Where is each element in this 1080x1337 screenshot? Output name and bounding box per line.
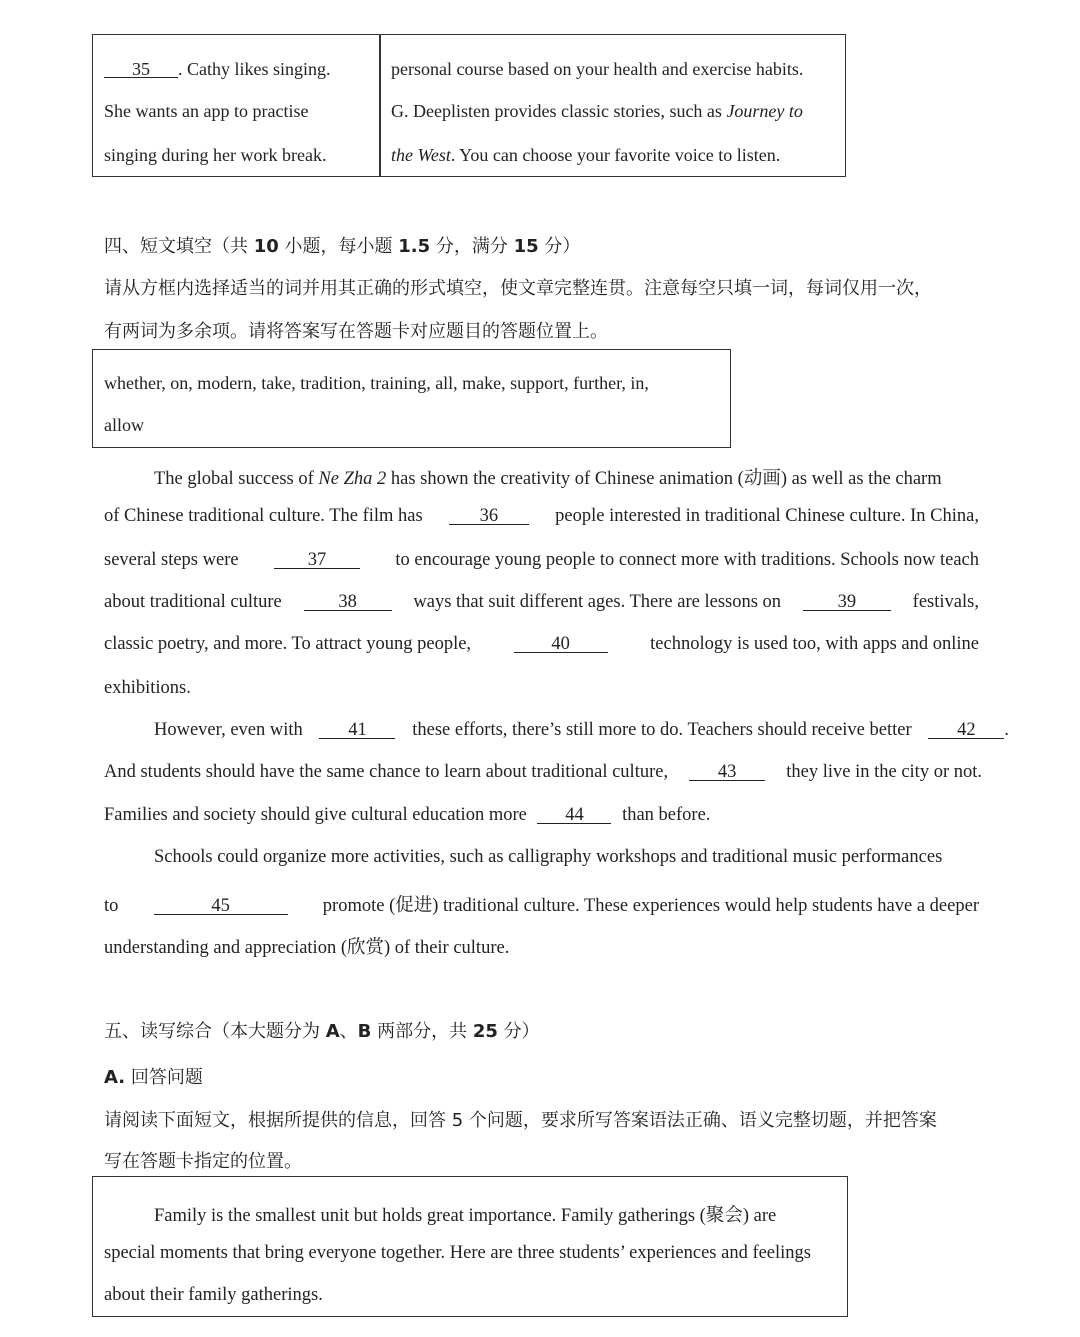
passage-line-10: Schools could organize more activities, such as calligraphy workshops and traditional music performances	[154, 847, 943, 867]
reading-box-line3: about their family gatherings.	[104, 1285, 323, 1305]
passage-line-3: several steps were 37 to encourage young people to connect more with traditions. Schools now teach	[104, 550, 979, 570]
table-left-line3: singing during her work break.	[104, 145, 327, 165]
reading-box-line2: special moments that bring everyone together. Here are three students’ experiences and feelings	[104, 1243, 812, 1263]
passage-line-8: And students should have the same chance to learn about traditional culture, 43 they live in the city or not.	[104, 762, 982, 782]
reading-box-line1: Family is the smallest unit but holds great importance. Family gatherings (聚会) are	[154, 1206, 777, 1226]
blank-36: 36	[449, 508, 529, 525]
table-right-line3	[391, 145, 780, 165]
film-title: Ne Zha 2	[318, 469, 387, 489]
blank-35: 35	[104, 61, 178, 78]
passage-line-1: The global success of Ne Zha 2 has shown the creativity of Chinese animation (动画) as well as the charm	[154, 469, 942, 489]
passage-line-9: Families and society should give cultural education more 44 than before.	[104, 805, 711, 825]
passage-line-11: to 45 promote (促进) traditional culture. These experiences would help students have a deeper	[104, 896, 979, 916]
passage-line-2: of Chinese traditional culture. The film has 36 people interested in traditional Chinese culture. In China,	[104, 506, 979, 526]
table-divider	[379, 35, 381, 176]
section4-instruction-1: 请从方框内选择适当的词并用其正确的形式填空，使文章完整连贯。注意每空只填一词，每词仅用一次，	[104, 278, 932, 299]
section4-instruction-2: 有两词为多余项。请将答案写在答题卡对应题目的答题位置上。	[104, 321, 608, 342]
blank-37: 37	[274, 552, 360, 569]
blank-41: 41	[319, 722, 395, 739]
blank-43: 43	[689, 764, 765, 781]
word-box	[92, 349, 731, 448]
table-right-text2: G. Deeplisten provides classic stories, such as	[391, 101, 727, 121]
table-right-line2	[391, 101, 803, 121]
table-left-text1: . Cathy likes singing.	[178, 59, 331, 79]
blank-40: 40	[514, 636, 608, 653]
table-right-text3: . You can choose your favorite voice to listen.	[450, 145, 781, 165]
journey-title-end: the West	[391, 145, 451, 165]
blank-39: 39	[803, 594, 891, 611]
passage-line-6: exhibitions.	[104, 678, 191, 698]
blank-44: 44	[537, 807, 611, 824]
blank-45: 45	[154, 898, 288, 915]
word-box-line2: allow	[104, 415, 144, 435]
blank-42: 42	[928, 722, 1004, 739]
section4-heading: 四、短文填空（共 10 小题，每小题 1.5 分，满分 15 分）	[104, 236, 581, 257]
passage-line-7: However, even with 41 these efforts, there’s still more to do. Teachers should receive better 42 .	[154, 720, 1009, 740]
section5-sub-a: A. 回答问题	[104, 1067, 203, 1088]
table-left-line1	[104, 59, 331, 79]
passage-line-4: about traditional culture 38 ways that suit different ages. There are lessons on 39 festivals,	[104, 592, 979, 612]
reading-box	[92, 1176, 848, 1317]
passage-line-12: understanding and appreciation (欣赏) of their culture.	[104, 938, 510, 958]
passage-line-5: classic poetry, and more. To attract young people, 40 technology is used too, with apps and online	[104, 634, 979, 654]
blank-38: 38	[304, 594, 392, 611]
journey-title: Journey to	[726, 101, 803, 121]
options-table	[92, 34, 846, 177]
section5-heading: 五、读写综合（本大题分为 A、B 两部分，共 25 分）	[104, 1021, 540, 1042]
section5-instruction-1: 请阅读下面短文，根据所提供的信息，回答 5 个问题，要求所写答案语法正确、语义完整切题，并把答案	[104, 1110, 937, 1131]
word-box-line1: whether, on, modern, take, tradition, training, all, make, support, further, in,	[104, 373, 649, 393]
table-right-line1: personal course based on your health and exercise habits.	[391, 59, 804, 79]
table-left-line2: She wants an app to practise	[104, 101, 309, 121]
section5-instruction-2: 写在答题卡指定的位置。	[104, 1151, 302, 1172]
